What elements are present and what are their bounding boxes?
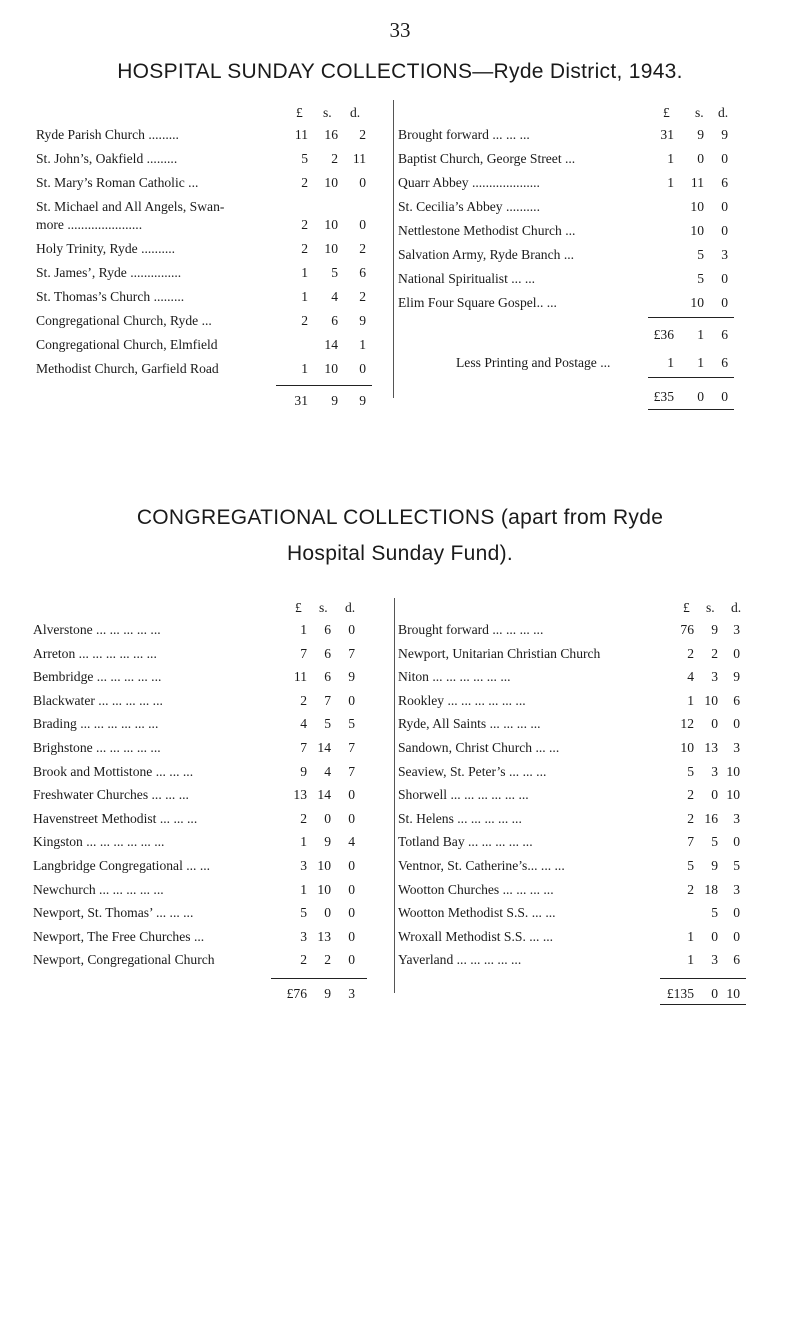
shillings-value: 6 [324,669,331,685]
entry-name: Newport, Unitarian Christian Church [398,645,601,661]
pounds-value: 1 [301,361,308,376]
ledger-row [36,217,376,235]
hospital-left-column [36,105,376,408]
shillings-value: 10 [704,692,718,708]
congregational-right-column [398,600,770,1000]
ledger-row [33,905,378,923]
shillings-value: 5 [324,716,331,732]
ledger-row [33,882,378,900]
entry-name: Rookley ... ... ... ... ... ... [398,692,526,708]
pounds-value: 2 [301,217,308,232]
pounds-header: £ [683,600,690,615]
entry-name: Baptist Church, George Street ... [398,151,576,166]
pounds-value: 2 [687,881,694,897]
entry-name: Brading ... ... ... ... ... ... [33,716,159,732]
ledger-row [33,646,378,664]
ledger-row [33,858,378,876]
pence-value: 9 [348,669,355,685]
entry-name: Brighstone ... ... ... ... ... [33,740,161,755]
shillings-value: 10 [324,361,338,376]
shillings-value: 0 [711,716,718,732]
entry-name: Congregational Church, Elmfield [36,337,218,352]
pence-value: 10 [726,986,740,1001]
shillings-value: 0 [697,151,704,166]
ledger-row [398,669,770,687]
pence-value: 3 [721,247,728,262]
shillings-value: 2 [331,151,338,166]
entry-name: Arreton ... ... ... ... ... ... [33,645,157,661]
shillings-value: 5 [697,271,704,286]
ledger-row [398,882,770,900]
pounds-value: 1 [667,151,674,166]
pounds-value: 12 [680,716,694,732]
pence-value: 6 [721,327,728,342]
pounds-value: 3 [300,858,307,873]
pence-value: 0 [721,271,728,286]
total-row [36,393,376,411]
ledger-row [36,241,376,259]
shillings-value: 0 [711,928,718,944]
pounds-value: 2 [301,313,308,328]
ledger-row [398,622,770,640]
entry-name: St. Cecilia’s Abbey .......... [398,199,540,214]
pence-value: 1 [359,337,366,352]
pence-header: d. [718,105,729,120]
shillings-header: s. [706,600,715,615]
pence-value: 9 [359,313,366,328]
subtotal-row [398,327,770,345]
total-row [33,986,378,1004]
ledger-row [33,622,378,640]
shillings-header: s. [695,105,704,120]
entry-name: Niton ... ... ... ... ... ... [398,669,511,685]
entry-name: Ryde Parish Church ......... [36,127,179,142]
pence-value: 0 [721,199,728,214]
pence-value: 0 [348,928,355,944]
ledger-row [398,811,770,829]
entry-name: Seaview, St. Peter’s ... ... ... [398,763,547,779]
pence-value: 0 [348,692,355,708]
pounds-value: 7 [300,740,307,755]
shillings-value: 16 [704,810,718,826]
shillings-value: 2 [711,645,718,661]
pounds-value: 2 [687,787,694,803]
shillings-value: 0 [711,986,718,1001]
ledger-row [36,337,376,355]
pounds-value: 11 [293,669,307,685]
pence-value: 0 [359,175,366,190]
sum-rule [271,978,367,979]
pounds-value: 1 [667,175,674,190]
pence-value: 11 [352,151,366,166]
pence-value: 6 [359,265,366,280]
entry-name: Shorwell ... ... ... ... ... ... [398,787,529,803]
entry-name: Elim Four Square Gospel.. ... [398,295,557,310]
entry-name: Wootton Churches ... ... ... ... [398,881,554,897]
pounds-value: 1 [301,265,308,280]
pence-value: 3 [733,881,740,897]
ledger-row [398,199,770,217]
entry-name: Blackwater ... ... ... ... ... [33,692,163,708]
entry-name: Salvation Army, Ryde Branch ... [398,247,575,262]
shillings-value: 7 [324,692,331,708]
total-row [398,389,770,407]
ledger-row [36,199,376,217]
ledger-row [36,361,376,379]
entry-name: St. Helens ... ... ... ... ... [398,810,522,826]
sum-rule [648,317,734,318]
shillings-value: 1 [697,355,704,370]
entry-name: St. Thomas’s Church ......... [36,289,185,304]
shillings-value: 9 [711,622,718,637]
shillings-value: 10 [324,175,338,190]
pence-header: d. [731,600,742,615]
entry-name: Sandown, Christ Church ... ... [398,740,560,755]
pence-value: 3 [733,810,740,826]
pounds-value: 5 [301,151,308,166]
entry-name: St. Michael and All Angels, Swan- [36,199,225,214]
shillings-value: 0 [697,389,704,404]
ledger-row [398,151,770,169]
pounds-value: 2 [300,810,307,826]
entry-name: Quarr Abbey .................... [398,175,540,190]
shillings-value: 9 [711,858,718,873]
shillings-value: 9 [324,986,331,1001]
ledger-row [36,151,376,169]
shillings-value: 9 [697,127,704,142]
shillings-value: 3 [711,763,718,779]
ledger-row [398,127,770,145]
shillings-value: 6 [331,313,338,328]
pounds-value: 4 [687,669,694,685]
pence-value: 7 [348,763,355,779]
entry-name: Wootton Methodist S.S. ... ... [398,905,556,921]
pence-value: 0 [359,217,366,232]
pence-value: 0 [733,645,740,661]
pounds-value: £76 [286,986,307,1001]
hospital-sunday-title: HOSPITAL SUNDAY COLLECTIONS—Ryde District, 1943. [117,60,683,83]
pounds-value: 1 [300,622,307,637]
ledger-row [36,289,376,307]
shillings-value: 14 [317,740,331,755]
sum-rule [648,377,734,378]
shillings-value: 10 [324,241,338,256]
ledger-row [33,787,378,805]
shillings-value: 14 [324,337,338,352]
pence-header: d. [350,105,361,120]
entry-name: Newport, St. Thomas’ ... ... ... [33,905,194,921]
pounds-value: £135 [666,986,694,1001]
entry-name: Newchurch ... ... ... ... ... [33,881,164,897]
congregational-subtitle: Hospital Sunday Fund). [286,542,514,565]
sum-rule [648,409,734,410]
pounds-value: 11 [294,127,308,142]
entry-name: Newport, The Free Churches ... [33,928,205,944]
entry-name: National Spiritualist ... ... [398,271,536,286]
ledger-row [398,693,770,711]
entry-name: Holy Trinity, Ryde .......... [36,241,176,256]
pence-value: 0 [733,716,740,732]
pounds-value: 5 [300,905,307,921]
shillings-value: 2 [324,952,331,968]
pence-value: 6 [721,175,728,190]
shillings-value: 6 [324,622,331,637]
shillings-value: 4 [324,763,331,779]
pence-header: d. [345,600,356,615]
ledger-row [33,740,378,758]
pounds-value: 1 [300,881,307,897]
pounds-value: 5 [687,763,694,779]
pence-value: 0 [348,952,355,968]
ledger-row [398,271,770,289]
pounds-value: 2 [687,810,694,826]
ledger-row [33,764,378,782]
ledger-row [36,313,376,331]
shillings-value: 3 [711,952,718,968]
pounds-value: £36 [653,327,674,342]
pounds-header: £ [295,600,302,615]
pence-value: 0 [733,905,740,921]
ledger-row [398,905,770,923]
entry-name: Ryde, All Saints ... ... ... ... [398,716,541,732]
ledger-row [398,787,770,805]
pence-value: 2 [359,289,366,304]
entry-name: Bembridge ... ... ... ... ... [33,669,162,685]
pounds-header: £ [663,105,670,120]
pence-value: 6 [721,355,728,370]
shillings-value: 9 [331,393,338,408]
pence-value: 2 [359,127,366,142]
sum-rule [276,385,372,386]
pounds-value: 2 [301,175,308,190]
ledger-row [398,740,770,758]
ledger-row [36,175,376,193]
total-row [398,986,770,1004]
pence-value: 0 [733,834,740,850]
shillings-value: 10 [317,881,331,897]
pence-value: 0 [348,787,355,803]
ledger-row [398,929,770,947]
shillings-value: 11 [690,175,704,190]
pounds-value: 13 [293,787,307,803]
pounds-value: 7 [687,834,694,850]
shillings-value: 16 [324,127,338,142]
ledger-row [36,127,376,145]
pounds-value: 1 [667,355,674,370]
ledger-row [398,858,770,876]
pounds-value: 9 [300,763,307,779]
ledger-row [33,716,378,734]
ledger-row [398,223,770,241]
pence-value: 0 [721,151,728,166]
shillings-value: 0 [711,787,718,803]
entry-name: more ...................... [36,217,143,232]
hospital-right-column [398,105,770,404]
shillings-value: 6 [324,645,331,661]
ledger-row [33,811,378,829]
shillings-value: 14 [317,787,331,803]
entry-name: Ventnor, St. Catherine’s... ... ... [398,858,565,873]
shillings-header: s. [323,105,332,120]
pounds-value: 4 [300,716,307,732]
pounds-value: 2 [301,241,308,256]
shillings-value: 10 [690,223,704,238]
pence-value: 0 [348,810,355,826]
shillings-value: 13 [317,928,331,944]
less-label: Less Printing and Postage ... [456,355,611,370]
shillings-value: 4 [331,289,338,304]
pence-value: 5 [733,858,740,873]
pence-value: 6 [733,952,740,968]
pounds-header: £ [296,105,303,120]
entry-name: Brought forward ... ... ... [398,127,530,142]
pounds-value: £35 [653,389,674,404]
entry-name: Nettlestone Methodist Church ... [398,223,576,238]
ledger-row [398,646,770,664]
entry-name: Wroxall Methodist S.S. ... ... [398,928,554,944]
pence-value: 10 [726,787,740,803]
pence-value: 9 [359,393,366,408]
pounds-value: 76 [680,622,694,637]
shillings-value: 10 [324,217,338,232]
ledger-row [33,669,378,687]
shillings-header: s. [319,600,328,615]
pounds-value: 2 [300,692,307,708]
shillings-value: 5 [697,247,704,262]
shillings-value: 1 [697,327,704,342]
ledger-row [33,693,378,711]
pence-value: 9 [733,669,740,685]
shillings-value: 5 [331,265,338,280]
pounds-value: 1 [300,834,307,850]
pence-value: 6 [733,692,740,708]
pounds-value: 1 [301,289,308,304]
entry-name: Kingston ... ... ... ... ... ... [33,834,165,850]
pence-value: 0 [348,881,355,897]
pence-value: 0 [359,361,366,376]
less-row [398,355,770,373]
ledger-row [33,952,378,970]
ledger-row [33,929,378,947]
pounds-value: 10 [680,740,694,755]
entry-name: Alverstone ... ... ... ... ... [33,622,161,637]
shillings-value: 9 [324,834,331,850]
shillings-value: 18 [704,881,718,897]
entry-name: Brought forward ... ... ... ... [398,622,544,637]
pounds-value: 2 [300,952,307,968]
shillings-value: 0 [324,905,331,921]
shillings-value: 5 [711,834,718,850]
congregational-left-column [33,600,378,1000]
pence-value: 0 [348,858,355,873]
pence-value: 0 [721,389,728,404]
pence-value: 3 [348,986,355,1001]
pence-value: 7 [348,645,355,661]
entry-name: St. Mary’s Roman Catholic ... [36,175,199,190]
ledger-row [398,952,770,970]
pounds-value: 3 [300,928,307,944]
pounds-value: 1 [687,928,694,944]
entry-name: Havenstreet Methodist ... ... ... [33,810,198,826]
pence-value: 3 [733,740,740,755]
shillings-value: 3 [711,669,718,685]
pounds-value: 2 [687,645,694,661]
entry-name: St. John’s, Oakfield ......... [36,151,178,166]
pence-value: 3 [733,622,740,637]
pence-value: 0 [733,928,740,944]
pounds-value: 31 [294,393,308,408]
shillings-value: 5 [711,905,718,921]
ledger-row [398,834,770,852]
pounds-value: 1 [687,692,694,708]
shillings-value: 0 [324,810,331,826]
pounds-value: 5 [687,858,694,873]
congregational-title: CONGREGATIONAL COLLECTIONS (apart from Ryde [136,506,664,529]
entry-name: Brook and Mottistone ... ... ... [33,763,194,779]
column-divider [394,598,395,993]
entry-name: Newport, Congregational Church [33,952,215,968]
entry-name: Methodist Church, Garfield Road [36,361,219,376]
ledger-row [398,175,770,193]
pence-value: 0 [348,905,355,921]
pence-value: 0 [348,622,355,637]
ledger-row [398,295,770,313]
shillings-value: 10 [690,295,704,310]
pence-value: 0 [721,223,728,238]
ledger-row [398,716,770,734]
pence-value: 10 [726,763,740,779]
entry-name: Totland Bay ... ... ... ... ... [398,834,533,850]
entry-name: Congregational Church, Ryde ... [36,313,212,328]
pence-value: 4 [348,834,355,850]
entry-name: Langbridge Congregational ... ... [33,858,211,873]
pence-value: 2 [359,241,366,256]
pounds-value: 31 [660,127,674,142]
pence-value: 5 [348,716,355,732]
pounds-value: 7 [300,645,307,661]
entry-name: Yaverland ... ... ... ... ... [398,952,522,968]
sum-rule [660,978,746,979]
entry-name: Freshwater Churches ... ... ... [33,787,189,803]
shillings-value: 10 [690,199,704,214]
ledger-row [33,834,378,852]
pence-value: 0 [721,295,728,310]
sum-rule [660,1004,746,1005]
pounds-value: 1 [687,952,694,968]
column-divider [393,100,394,398]
pence-value: 9 [721,127,728,142]
pence-value: 7 [348,740,355,755]
shillings-value: 13 [704,740,718,755]
shillings-value: 10 [317,858,331,873]
page-number: 33 [389,18,411,42]
ledger-row [398,247,770,265]
entry-name: St. James’, Ryde ............... [36,265,182,280]
ledger-row [398,764,770,782]
ledger-row [36,265,376,283]
